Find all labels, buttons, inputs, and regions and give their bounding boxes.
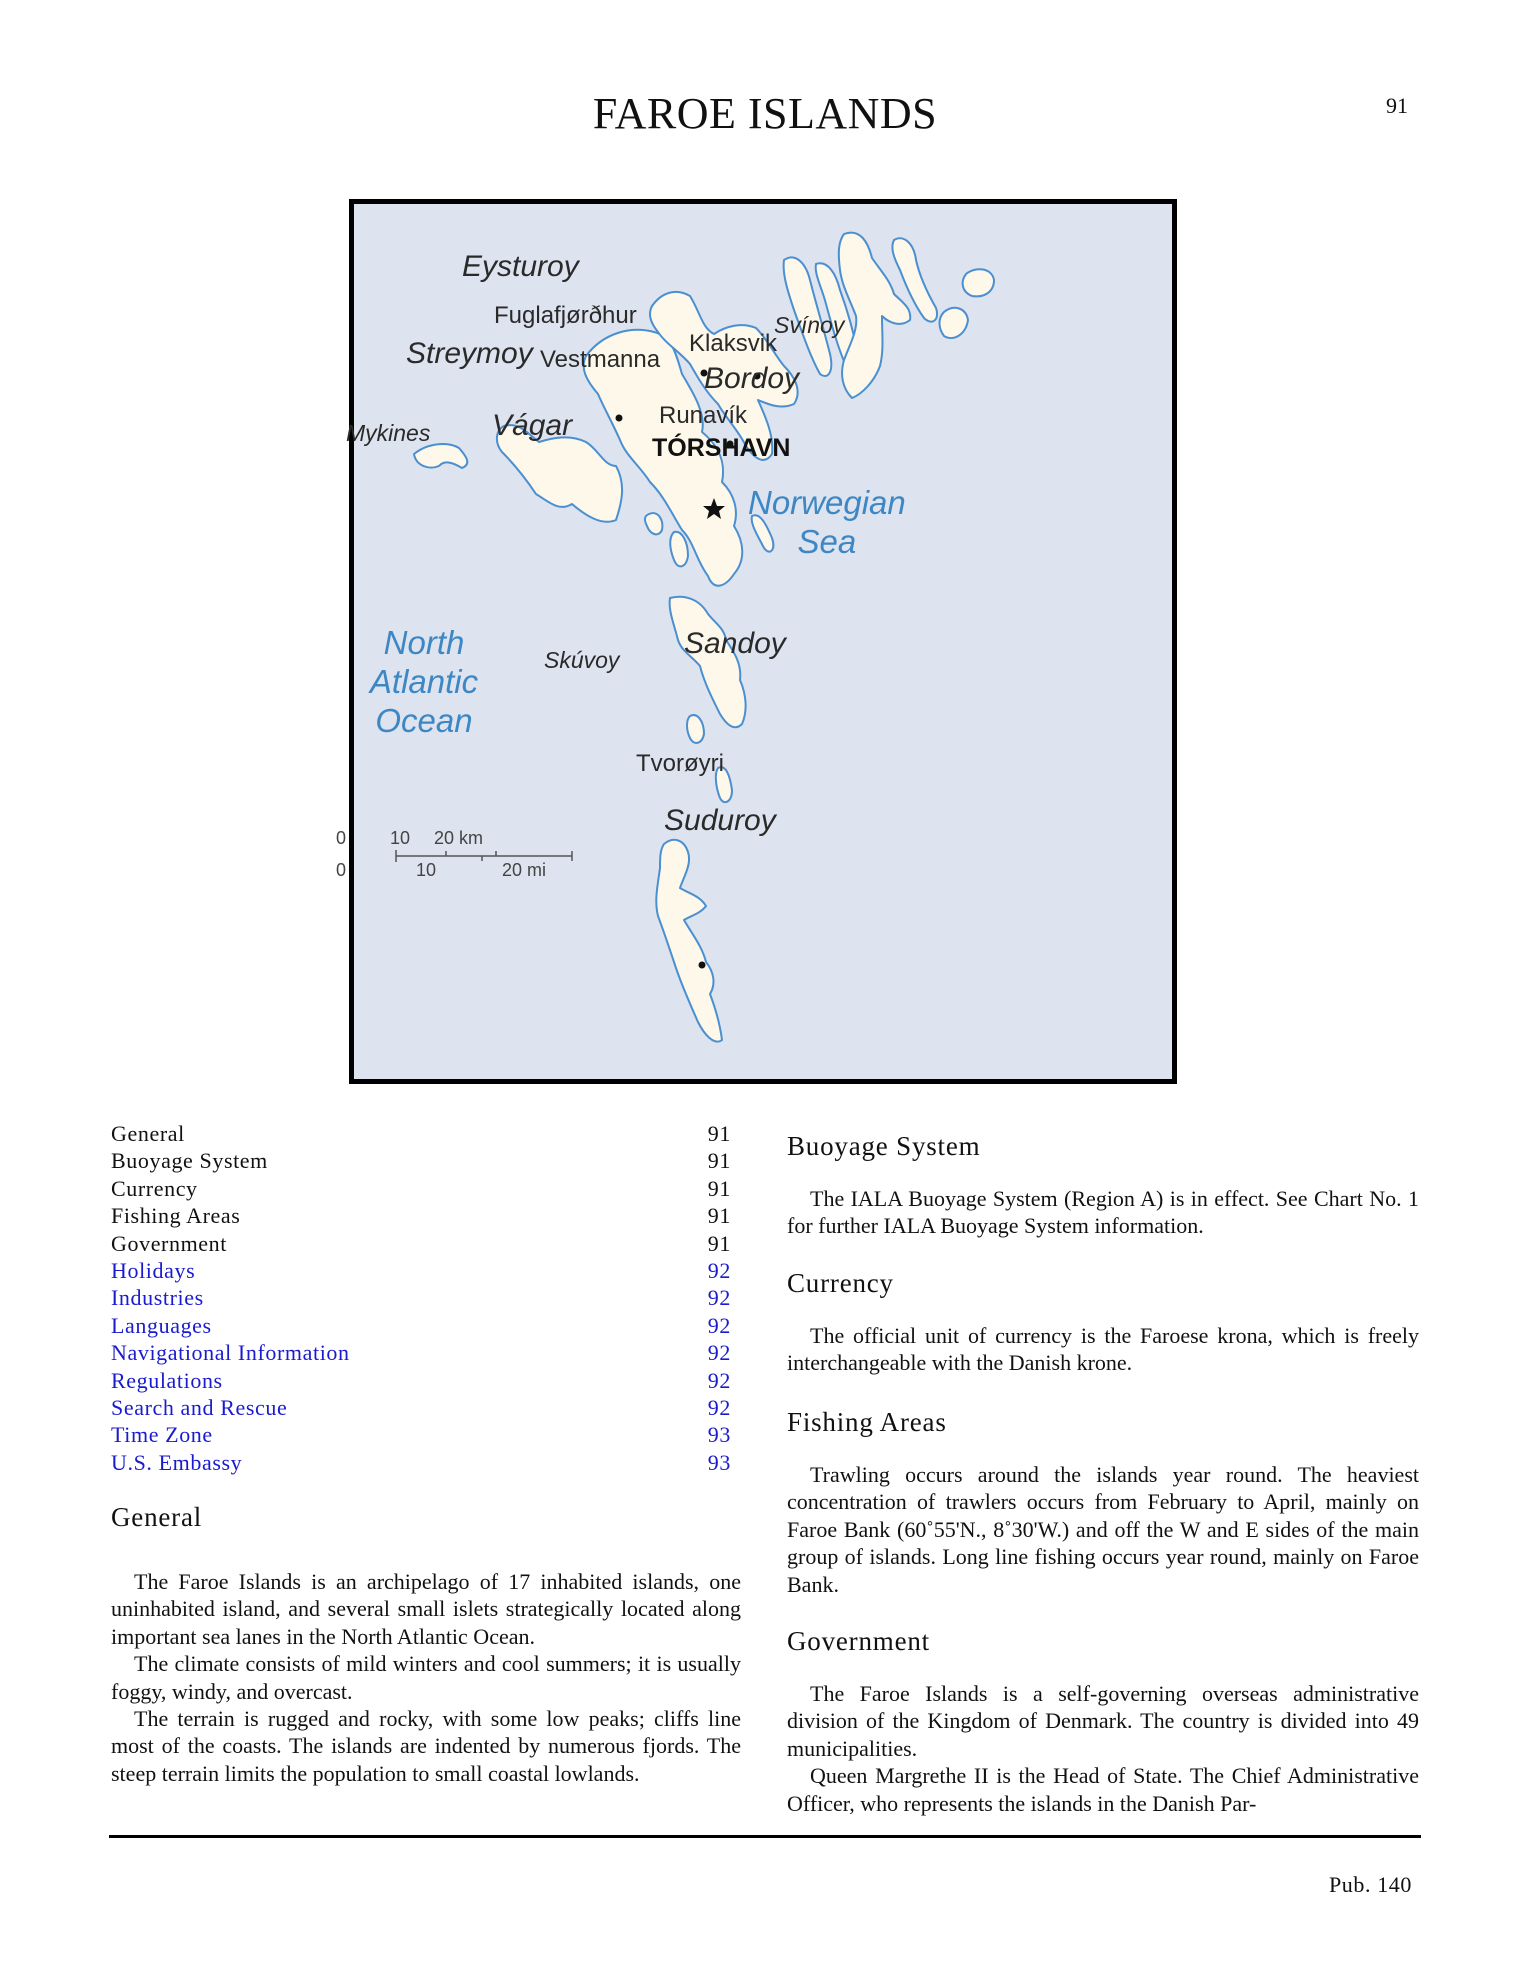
toc-label: Navigational Information: [111, 1340, 350, 1366]
heading-fishing-areas: Fishing Areas: [787, 1407, 947, 1437]
toc-page: 92: [707, 1340, 731, 1366]
label-norwegian-sea-line1: Norwegian: [748, 484, 906, 521]
scale-mi-20: 20 mi: [502, 860, 547, 880]
label-atlantic-line2: Atlantic: [369, 662, 479, 700]
toc-item-general: [111, 1120, 731, 1147]
toc-label: Search and Rescue: [111, 1395, 288, 1421]
toc-label: Regulations: [111, 1367, 223, 1393]
toc-page: 91: [707, 1203, 731, 1229]
label-mykines: Mykines: [346, 420, 431, 446]
toc-label: Holidays: [111, 1258, 196, 1284]
table-of-contents: [111, 1120, 731, 1476]
island-hestur-shape: [670, 532, 688, 567]
island-sandoy-shape: [670, 597, 746, 727]
label-atlantic-line1: North: [383, 624, 465, 661]
government-paragraph-2: Queen Margrethe II is the Head of State. The Chief Administrative Officer, who represents the islands in the Danish Par-: [787, 1763, 1419, 1816]
toc-label: General: [111, 1121, 185, 1146]
toc-label: U.S. Embassy: [111, 1449, 243, 1475]
toc-link-holidays[interactable]: [111, 1257, 731, 1284]
toc-page: 91: [707, 1121, 731, 1146]
section-general-body: [111, 1568, 741, 1787]
label-suduroy: Suduroy: [664, 804, 776, 837]
toc-page: 91: [707, 1148, 731, 1174]
toc-page: 91: [707, 1175, 731, 1201]
toc-page: 92: [707, 1285, 731, 1311]
toc-label: Languages: [111, 1312, 212, 1338]
label-bordoy: Bordoy: [704, 362, 800, 395]
toc-link-languages[interactable]: [111, 1312, 731, 1339]
toc-item-currency: [111, 1175, 731, 1202]
label-vagar: Vágar: [492, 409, 573, 442]
toc-page: 92: [707, 1258, 731, 1284]
scale-km-10: 10: [390, 828, 411, 848]
toc-link-us-embassy[interactable]: [111, 1449, 731, 1476]
label-norwegian-sea: [748, 484, 906, 562]
toc-link-regulations[interactable]: [111, 1367, 731, 1394]
town-dot-vestmanna: [616, 415, 623, 422]
island-suduroy-shape: [656, 840, 722, 1042]
town-dot-tvoroyri: [699, 962, 706, 969]
heading-government: Government: [787, 1626, 930, 1656]
toc-page: 92: [707, 1367, 731, 1393]
label-tvoroyri: Tvorøyri: [636, 750, 724, 777]
label-torshavn: TÓRSHAVN: [652, 434, 791, 462]
fishing-paragraph-1: Trawling occurs around the islands year round. The heaviest concentration of trawlers occurs from February to April, mainly on Faroe Bank (60˚55'N., 8˚30'W.) and off the W and E sides of the main group of islands. Long line fishing occurs year round, mainly on Faroe Bank.: [787, 1462, 1419, 1597]
toc-label: Industries: [111, 1285, 204, 1311]
general-paragraph-1: The Faroe Islands is an archipelago of 17 inhabited islands, one uninhabited island, and several small islets strategically located along important sea lanes in the North Atlantic Ocean.: [111, 1569, 741, 1649]
toc-item-fishing-areas: [111, 1202, 731, 1229]
section-fishing-body: [787, 1461, 1419, 1598]
label-streymoy: Streymoy: [406, 337, 533, 370]
section-government-body: [787, 1680, 1419, 1817]
toc-page: 93: [707, 1422, 731, 1448]
label-north-atlantic-ocean: [354, 624, 494, 741]
label-sandoy: Sandoy: [684, 627, 786, 660]
scale-mi-0: 0: [336, 860, 347, 880]
island-fugloy-shape: [963, 269, 994, 296]
label-klaksvik: Klaksvik: [689, 330, 778, 357]
footer-divider: [109, 1835, 1421, 1838]
island-koltur-shape: [645, 513, 662, 534]
toc-item-buoyage-system: [111, 1147, 731, 1174]
island-svinoy-shape: [940, 308, 969, 338]
label-norwegian-sea-line2: Sea: [797, 522, 857, 560]
label-atlantic-line3: Ocean: [375, 701, 473, 739]
faroe-islands-map: [336, 199, 1177, 1084]
scale-km-20: 20 km: [434, 828, 484, 848]
general-paragraph-3: The terrain is rugged and rocky, with some low peaks; cliffs line most of the coasts. The islands are indented by numerous fjords. The steep terrain limits the population to small coastal lowlands.: [111, 1706, 741, 1786]
scale-km-0: 0: [336, 828, 347, 848]
toc-link-time-zone[interactable]: [111, 1421, 731, 1448]
toc-label: Government: [111, 1230, 227, 1256]
island-skuvoy-shape: [687, 715, 704, 743]
section-currency-body: [787, 1322, 1419, 1377]
toc-item-government: [111, 1230, 731, 1257]
toc-link-navigational-information[interactable]: [111, 1339, 731, 1366]
scale-mi-10: 10: [416, 860, 437, 880]
heading-buoyage-system: Buoyage System: [787, 1131, 981, 1161]
general-paragraph-2: The climate consists of mild winters and cool summers; it is usually foggy, windy, and overcast.: [111, 1651, 741, 1704]
island-mykines-shape: [414, 444, 467, 468]
page-title: FAROE ISLANDS: [592, 89, 938, 138]
toc-page: 91: [707, 1230, 731, 1256]
page-number: 91: [1386, 93, 1408, 118]
toc-page: 92: [707, 1312, 731, 1338]
label-skuvoy: Skúvoy: [544, 647, 620, 673]
label-runavik: Runavík: [659, 402, 748, 429]
label-svinoy: Svínoy: [774, 312, 845, 338]
toc-label: Time Zone: [111, 1422, 213, 1448]
toc-label: Buoyage System: [111, 1148, 268, 1174]
buoyage-paragraph-1: The IALA Buoyage System (Region A) is in effect. See Chart No. 1 for further IALA Buoyage System information.: [787, 1186, 1419, 1239]
section-buoyage-body: [787, 1185, 1419, 1240]
toc-label: Fishing Areas: [111, 1203, 241, 1229]
publication-number: Pub. 140: [1328, 1872, 1412, 1897]
toc-label: Currency: [111, 1175, 198, 1201]
label-fuglafjordhur: Fuglafjørðhur: [494, 302, 637, 329]
label-eysturoy: Eysturoy: [462, 250, 579, 283]
toc-page: 93: [707, 1449, 731, 1475]
toc-link-industries[interactable]: [111, 1284, 731, 1311]
currency-paragraph-1: The official unit of currency is the Faroese krona, which is freely interchangeable with the Danish krone.: [787, 1323, 1419, 1376]
label-vestmanna: Vestmanna: [540, 346, 661, 373]
toc-page: 92: [707, 1395, 731, 1421]
heading-currency: Currency: [787, 1268, 894, 1298]
heading-general: General: [111, 1502, 203, 1532]
government-paragraph-1: The Faroe Islands is a self-governing overseas administrative division of the Kingdom of Denmark. The country is divided into 49 municipalities.: [787, 1681, 1419, 1761]
toc-link-search-and-rescue[interactable]: [111, 1394, 731, 1421]
